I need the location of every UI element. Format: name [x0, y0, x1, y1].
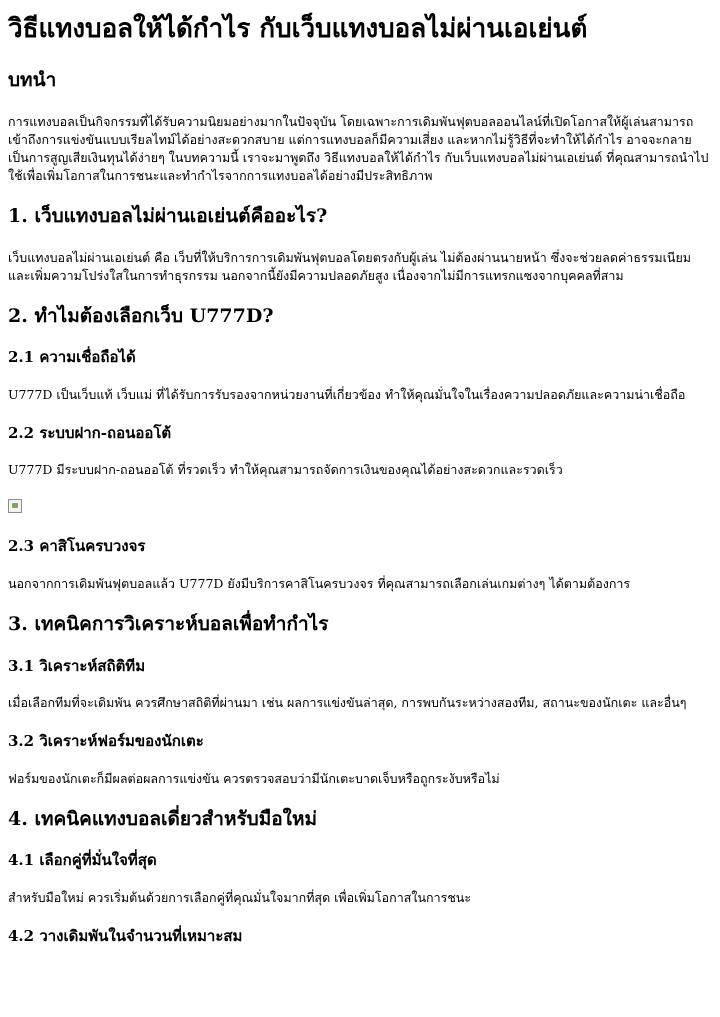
section2-3-paragraph: นอกจากการเดิมพันฟุตบอลแล้ว U777D ยังมีบริการคาสิโนครบวงจร ที่คุณสามารถเลือกเล่นเกมต่างๆ ได้ตามต้องการ	[8, 575, 631, 591]
section2-3-heading: 2.3 คาสิโนครบวงจร	[8, 537, 146, 556]
section3-heading: 3. เทคนิคการวิเคราะห์บอลเพื่อทำกำไร	[8, 612, 329, 635]
section4-heading: 4. เทคนิคแทงบอลเดี่ยวสำหรับมือใหม่	[8, 807, 317, 830]
section4-2-heading: 4.2 วางเดิมพันในจำนวนที่เหมาะสม	[8, 926, 243, 945]
section1-heading: 1. เว็บแทงบอลไม่ผ่านเอเย่นต์คืออะไร?	[8, 204, 328, 227]
section2-2-heading: 2.2 ระบบฝาก-ถอนออโต้	[8, 423, 172, 442]
broken-image-icon	[8, 499, 22, 513]
section3-2-paragraph: ฟอร์มของนักเตะก็มีผลต่อผลการแข่งขัน ควรตรวจสอบว่ามีนักเตะบาดเจ็บหรือถูกระงับหรือไม่	[8, 770, 500, 786]
intro-heading: บทนำ	[8, 69, 57, 92]
section3-1-heading: 3.1 วิเคราะห์สถิติทีม	[8, 656, 146, 675]
section2-1-heading: 2.1 ความเชื่อถือได้	[8, 348, 136, 367]
section2-1-paragraph: U777D เป็นเว็บแท้ เว็บแม่ ที่ได้รับการรับรองจากหน่วยงานที่เกี่ยวข้อง ทำให้คุณมั่นใจในเรื่องความปลอดภัยและความน่าเชื่อถือ	[8, 386, 686, 402]
section2-heading: 2. ทำไมต้องเลือกเว็บ U777D?	[8, 304, 274, 327]
section4-1-paragraph: สำหรับมือใหม่ ควรเริ่มต้นด้วยการเลือกคู่ที่คุณมั่นใจมากที่สุด เพื่อเพิ่มโอกาสในการชนะ	[8, 889, 472, 905]
section3-1-paragraph: เมื่อเลือกทีมที่จะเดิมพัน ควรศึกษาสถิติที่ผ่านมา เช่น ผลการแข่งขันล่าสุด, การพบกันระหว่างสองทีม, สถานะของนักเตะ และอื่นๆ	[8, 695, 687, 711]
section1-paragraph: เว็บแทงบอลไม่ผ่านเอเย่นต์ คือ เว็บที่ให้บริการการเดิมพันฟุตบอลโดยตรงกับผู้เล่น ไม่ต้องผ่านนายหน้า ซึ่งจะช่วยลดค่าธรรมเนียมและเพิ่มความโปร่งใสในการทำธุรกรรม นอกจากนี้ยังมีความปลอดภัยสูง เนื่องจากไม่มีการแทรกแซงจากบุคคลที่สาม	[8, 249, 692, 283]
section3-2-heading: 3.2 วิเคราะห์ฟอร์มของนักเตะ	[8, 732, 204, 751]
section4-1-heading: 4.1 เลือกคู่ที่มั่นใจที่สุด	[8, 851, 157, 870]
article-title: วิธีแทงบอลให้ได้กำไร กับเว็บแทงบอลไม่ผ่านเอเย่นต์	[8, 14, 588, 44]
intro-paragraph: การแทงบอลเป็นกิจกรรมที่ได้รับความนิยมอย่างมากในปัจจุบัน โดยเฉพาะการเดิมพันฟุตบอลออนไลน์ที่เปิดโอกาสให้ผู้เล่นสามารถเข้าถึงการแข่งขันแบบเรียลไทม์ได้อย่างสะดวกสบาย แต่การแทงบอลก็มีความเสี่ยง และหากไม่รู้วิธีที่จะทำให้ได้กำไร อาจจะกลายเป็นการสูญเสียเงินทุนได้ง่ายๆ ในบทความนี้ เราจะมาพูดถึง วิธีแทงบอลให้ได้กำไร กับเว็บแทงบอลไม่ผ่านเอเย่นต์ ที่คุณสามารถนำไปใช้เพื่อเพิ่มโอกาสในการชนะและทำกำไรจากการแทงบอลได้อย่างมีประสิทธิภาพ	[8, 113, 709, 183]
section2-2-paragraph: U777D มีระบบฝาก-ถอนออโต้ ที่รวดเร็ว ทำให้คุณสามารถจัดการเงินของคุณได้อย่างสะดวกและรวดเร็ว	[8, 462, 563, 478]
